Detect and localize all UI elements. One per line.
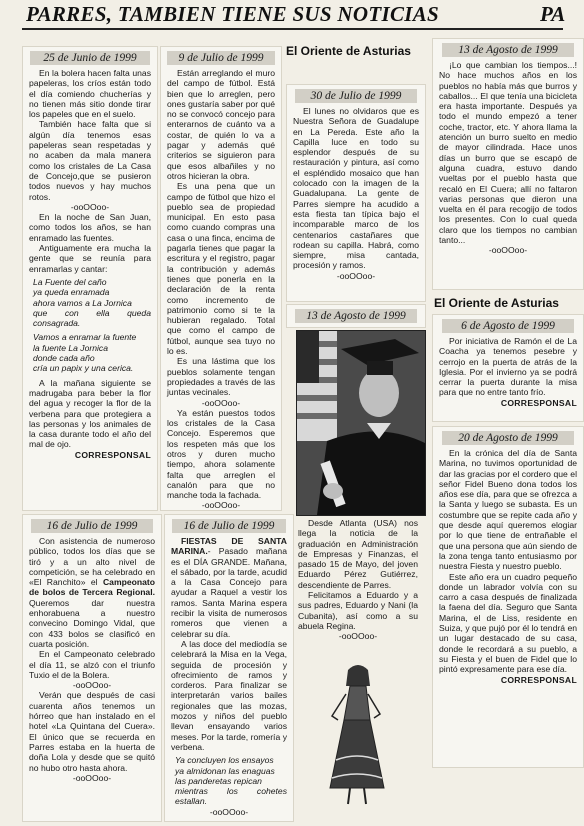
paragraph: Están arreglando el muro del campo de fútbol. Está bien que lo arreglen, pero ones gustaría saber por qué no se convocó concejo para enterarnos de cuánto va a costar, de quién lo va a pagar y además qué criterios se siguieron para que esos albañiles y no otros hicieran la obra. xyxy=(167,68,275,181)
clip-body xyxy=(433,60,583,256)
clip-date: 16 de Julio de 1999 xyxy=(172,519,286,533)
paragraph: A la mañana siguiente se madrugaba para beber la flor del agua y recoger la flor de la verbena para que protegiera a las personas y los animales de la casa durante todo el año del mal de ojo. xyxy=(29,377,151,450)
clip-body xyxy=(287,106,425,281)
paragraph: Por iniciativa de Ramón el de La Coacha ya tenemos pesebre y cerrojo en la puerta de atrás de la Iglesia. Por el invierno ya se podrá cerrar la puerta durante la misa para que no entre tanto frío. xyxy=(439,336,577,398)
clip-date: 13 de Agosto de 1999 xyxy=(442,43,574,57)
verse-line: ahora vamos a La Jornica xyxy=(33,297,132,308)
masthead-oriente: El Oriente de Asturias xyxy=(286,44,411,58)
signature: CORRESPONSAL xyxy=(74,449,151,460)
clip-body xyxy=(292,518,424,642)
signature: CORRESPONSAL xyxy=(500,397,577,408)
paragraph: En la bolera hacen falta unas papeleras, los críos están todo el día comiendo chucherías y no tienen más sitio donde tirar los papeles que en el suelo. xyxy=(29,68,151,120)
paragraph: A las doce del mediodía se celebrará la Misa en la Vega, seguida de procesión y ofrecimiento de ramos y corderos. Para finalizar se interpretarán varios bailes regionales que las mozas, mozos y niños del pueblo llevan ensayando varios meses. Por la tarde, romería y verbena. xyxy=(171,638,287,752)
paragraph: En el Campeonato celebrado el día 11, se alzó con el triunfo Tuxio el de la Bolera. xyxy=(29,649,155,680)
clip-body xyxy=(23,536,161,783)
signature: CORRESPONSAL xyxy=(500,674,577,685)
paragraph: En la noche de San Juan, como todos los años, se han enramado las fuentes. xyxy=(29,212,151,243)
clip-june-25 xyxy=(22,46,158,511)
verse-line: ya queda enramada xyxy=(33,287,110,298)
paragraph-text: - Pasado mañana es el DÍA GRANDE. Mañana, el sábado, por la tarde, acudid a la Casa Concejo para ayudar a Raquel a vestir los ramos. Santa Marina espera recibir la visita de numerosos romeros que vienen a celebrar su día. xyxy=(171,546,287,639)
paragraph: En la crónica del día de Santa Marina, no tuvimos oportunidad de dar las gracias por el cordero que el señor Fidel Bueno dona todos los años ese día, para que se ofrezca a la Santa y luego se subasta. Es un costumbre que se repite cada año y que desde aquí queremos elogiar por lo que tiene de entrañable el que una persona que aún siendo de la zona tenga tanto entusiasmo por nuestra Fiesta y nuestro pueblo. xyxy=(439,448,577,572)
clip-aug-13-burro xyxy=(432,38,584,290)
separator: -ooOOoo- xyxy=(336,270,376,281)
clip-date: 13 de Agosto de 1999 xyxy=(295,309,417,323)
clip-july-16-bolos xyxy=(22,514,162,822)
verse-line: ya almidonan las enaguas xyxy=(175,765,275,776)
graduate-portrait-image xyxy=(297,331,425,515)
clip-date: 30 de Julio de 1999 xyxy=(295,89,417,103)
clip-aug-20 xyxy=(432,426,584,768)
paragraph: El lunes no olvidaros que es Nuestra Señora de Guadalupe en La Pereda. Este año la Capilla luce en todo su esplendor después de su restauración y pintura, así como el espléndido mosaico que han colocado con la imagen de la Guadalupana. La gente de Parres siempre ha acudido a esta fiesta tan típica bajo el incomparable marco de los centenarios castañares que rodean su capilla. Habrá, como siempre, misa cantada, procesión y ramos. xyxy=(293,106,419,271)
paragraph xyxy=(171,536,287,639)
paragraph-text: Con asistencia de numeroso público, todos los días que se tiró y a un alto nivel de competición, se ha celebrado en «El Ranchito» el xyxy=(29,536,155,588)
right-column-clippings xyxy=(432,38,577,826)
verse-line: mientras los cohetes estallan. xyxy=(175,786,287,807)
separator: -ooOOoo- xyxy=(488,245,528,256)
paragraph-bold: FIESTAS DE SANTA MARINA. xyxy=(171,536,287,557)
clip-aug-13-text xyxy=(292,518,424,648)
page-headline-cut: PA xyxy=(540,2,566,26)
verse-line: las panderetas repican xyxy=(175,775,262,786)
clip-date: 9 de Julio de 1999 xyxy=(167,51,275,65)
clip-body xyxy=(161,68,281,511)
clip-body xyxy=(433,448,583,685)
clip-date: 25 de Junio de 1999 xyxy=(30,51,149,65)
verse-line: la fuente La Jornica xyxy=(33,342,109,353)
clip-body xyxy=(23,68,157,460)
clip-body xyxy=(165,536,293,817)
verse-line: La Fuente del caño xyxy=(33,276,107,287)
clip-aug-13-header xyxy=(286,304,426,328)
clip-july-30 xyxy=(286,84,426,302)
paragraph xyxy=(29,536,155,649)
separator: -ooOOoo- xyxy=(70,201,110,212)
paragraph: También hace falta que si algún día tenemos esas papeleras sean respetadas y no acaben da mala manera como los cristales de La Casa de Concejo,que se pusieron todos nuevos y hay muchos rotos. xyxy=(29,119,151,202)
clip-body xyxy=(433,336,583,408)
paragraph: Es una lástima que los pueblos solamente tengan propiedades a través de las juntas vecinales. xyxy=(167,356,275,398)
graduation-photo xyxy=(296,330,426,516)
verse-line: Vamos a enramar la fuente xyxy=(33,332,137,343)
clip-date: 16 de Julio de 1999 xyxy=(31,519,153,533)
regional-costume-illustration xyxy=(322,660,392,810)
clip-date: 6 de Agosto de 1999 xyxy=(442,319,574,333)
verse-line: cría un papix y una cerica. xyxy=(33,363,134,374)
paragraph: Felicitamos a Eduardo y a sus padres, Eduardo y Nani (la Cubanita), así como a su abuela Regina. xyxy=(298,590,418,631)
clip-july-16-fiestas xyxy=(164,514,294,822)
paragraph: Ya están puestos todos los cristales de la Casa Concejo. Esperemos que los respeten más que los otros y duren mucho tiempo, ahora solamente falta que arreglen el canalón para que no manche toda la fachada. xyxy=(167,407,275,501)
page-headline: PARRES, TAMBIEN TIENE SUS NOTICIAS xyxy=(26,2,440,26)
separator: -ooOOoo- xyxy=(201,397,241,408)
separator: -ooOOoo- xyxy=(209,806,249,817)
headline-rule xyxy=(22,28,563,30)
clip-date: 20 de Agosto de 1999 xyxy=(442,431,574,445)
separator: -ooOOoo- xyxy=(72,680,112,691)
verse-line: donde cada año xyxy=(33,353,95,364)
separator: -ooOOoo- xyxy=(72,772,112,783)
clip-aug-6 xyxy=(432,314,584,422)
paragraph-text: Queremos dar nuestra enhorabuena a nuestro convecino Domingo Vidal, que con 433 bolos se clasificó en cuarta posición. xyxy=(29,597,155,649)
paragraph: Desde Atlanta (USA) nos llega la noticia de la graduación en Administración de Empresas y Finanzas, el pasado 15 de Mayo, del joven Eduardo Pérez Gutiérrez, descendiente de Parres. xyxy=(298,518,418,590)
costume-figure-image xyxy=(322,660,392,810)
paragraph: Verán que después de casi cuarenta años tenemos un hórreo que han instalado en el hotel «La Quintana del Cuera». El único que se recuerda en Parres estaba en la huerta de doña Lola y desde que se quitó no hubo otro hasta ahora. xyxy=(29,690,155,773)
paragraph: Es una pena que un campo de fútbol que hizo el pueblo sea de propiedad municipal. En esto pasa como cuando compras una casa o una finca, encima de pagarla tienes que pagar la escritura y el registro, pagar la contribución y además tienes que ponerla en la declaración de la renta como incremento de patrimonio como si te la hubieran regalado. Total que como el campo de fútbol, aunque sea tuyo no lo es. xyxy=(167,181,275,357)
separator: -ooOOoo- xyxy=(338,631,378,642)
verse-line: Ya concluyen los ensayos xyxy=(175,755,274,766)
masthead-oriente-2: El Oriente de Asturias xyxy=(434,296,559,310)
paragraph: Antiguamente era mucha la gente que se reunía para enramarlas y cantar: xyxy=(29,243,151,274)
separator: -ooOOoo- xyxy=(201,500,241,511)
paragraph-bold: Campeonato de bolos de Tercera Regional. xyxy=(29,577,155,598)
paragraph: Este año era un cuadro pequeño donde un labrador volvía con su carro a casa después de finalizada la faena del día. Seguro que Santa Marina, el de Liss, residente en Suiza, y que pujó por él lo tendrá en un lugar destacado de su casa, donde le recordará a su pueblo, a su Fiesta y el buen de Fidel que lo pintó expresamente para ese día. xyxy=(439,571,577,675)
clip-july-9 xyxy=(160,46,282,511)
paragraph: ¡Lo que cambian los tiempos...! No hace muchos años en los pueblos no había más que burros y caballos... El que tenía una bicicleta era hasta importante. Después ya todo el mundo empezó a tener coche, tractor, etc. Y ahora llama la atención un burro suelto en medio de mayor cilindrada. Hace unos días un burro que se escapó de alguna cuadra, estuvo dando vueltas por el pueblo hasta que recaló en El Cuera; allí no faltaron varias personas que dieron una vuelta en él para recogijo de todos los presentes. Con lo cual queda claro que los tiempos no cambian tanto... xyxy=(439,60,577,246)
verse-line: que con ella queda consagrada. xyxy=(33,307,151,329)
